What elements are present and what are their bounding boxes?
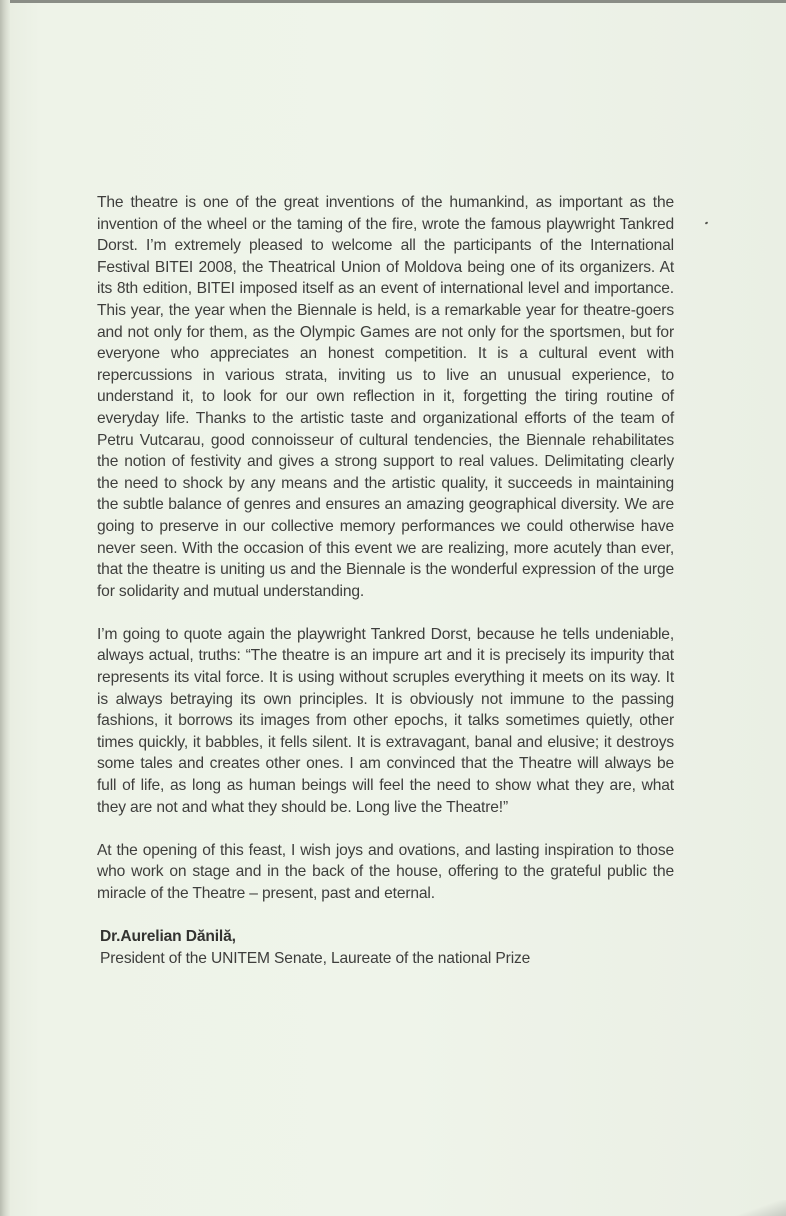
letter-body xyxy=(97,192,674,969)
page-corner-shadow xyxy=(726,1200,786,1216)
paragraph-quote: I’m going to quote again the playwright Tankred Dorst, because he tells undeniable, always actual, truths: “The theatre is an impure art and it is precisely its impurity that represents its vital force. It is using without scruples everything it meets on its way. It is always betraying its own principles. It is obviously not immune to the passing fashions, it borrows its images from other epochs, it talks sometimes quietly, other times quickly, it babbles, it fells silent. It is extravagant, banal and elusive; it destroys some tales and creates other ones. I am convinced that the Theatre will always be full of life, as long as human beings will feel the need to show what they are, what they are not and what they should be. Long live the Theatre!” xyxy=(97,625,674,816)
print-speck xyxy=(705,221,709,224)
signature-name: Dr.Aurelian Dănilă, xyxy=(100,928,236,946)
binding-shadow xyxy=(0,0,10,1216)
paragraph-closing: At the opening of this feast, I wish joys and ovations, and lasting inspiration to those who work on stage and in the back of the house, offering to the grateful public the miracle of the Theatre – present, past and eternal. xyxy=(97,841,674,902)
signature-block xyxy=(97,926,674,969)
signature-title: President of the UNITEM Senate, Laureate of the national Prize xyxy=(100,949,531,967)
paragraph-welcome: The theatre is one of the great inventions of the humankind, as important as the invention of the wheel or the taming of the fire, wrote the famous playwright Tankred Dorst. I’m extremely pleased to welcome all the participants of the International Festival BITEI 2008, the Theatrical Union of Moldova being one of its organizers. At its 8th edition, BITEI imposed itself as an event of international level and importance. This year, the year when the Biennale is held, is a remarkable year for theatre-goers and not only for them, as the Olympic Games are not only for the sportsmen, but for everyone who appreciates an honest competition. It is a cultural event with repercussions in various strata, inviting us to live an unusual experience, to understand it, to look for our own reflection in it, forgetting the tiring routine of everyday life. Thanks to the artistic taste and organizational efforts of the team of Petru Vutcarau, good connoisseur of cultural tendencies, the Biennale rehabilitates the notion of festivity and gives a strong support to real values. Delimitating clearly the need to shock by any means and the artistic quality, it succeeds in maintaining the subtle balance of genres and ensures an amazing geographical diversity. We are going to preserve in our collective memory performances we could otherwise have never seen. With the occasion of this event we are realizing, more acutely than ever, that the theatre is uniting us and the Biennale is the wonderful expression of the urge for solidarity and mutual understanding. xyxy=(97,194,674,600)
page-top-edge xyxy=(0,0,786,3)
